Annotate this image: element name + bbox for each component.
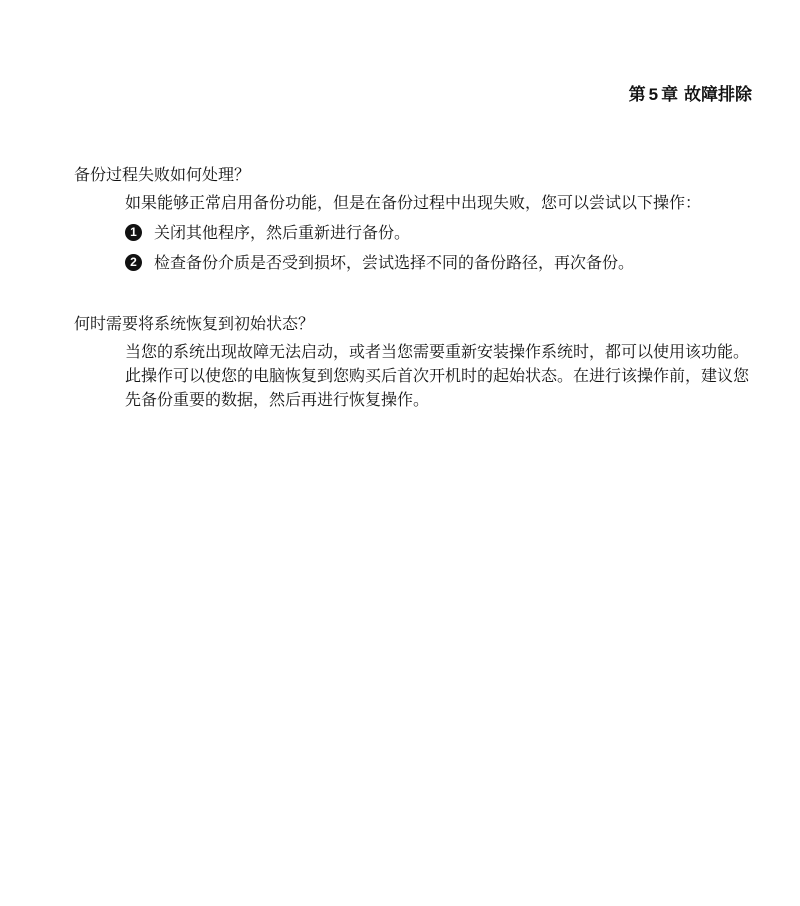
faq-section-system-restore [74, 312, 760, 418]
chapter-suffix: 章 [661, 85, 679, 105]
faq-question: 备份过程失败如何处理？ [74, 165, 251, 184]
step-item [125, 221, 757, 245]
chapter-prefix: 第 [628, 85, 646, 105]
step-item [125, 251, 757, 275]
chapter-header [629, 80, 752, 105]
faq-answer: 当您的系统出现故障无法启动，或者当您需要重新安装操作系统时，都可以使用该功能。此操作可以使您的电脑恢复到您购买后首次开机时的起始状态。在进行该操作前，建议您先备份重要的数据，然后再进行恢复操作。 [125, 342, 750, 409]
step-text: 检查备份介质是否受到损坏，尝试选择不同的备份路径，再次备份。 [154, 253, 635, 272]
step-number-1-icon: 1 [125, 224, 142, 241]
faq-section-backup-failure [74, 163, 760, 281]
faq-question: 何时需要将系统恢复到初始状态？ [74, 314, 315, 333]
chapter-title: 故障排除 [684, 85, 752, 105]
step-number-2-icon: 2 [125, 254, 142, 271]
faq-answer: 如果能够正常启用备份功能，但是在备份过程中出现失败，您可以尝试以下操作： [125, 193, 702, 212]
chapter-number: 5 [648, 85, 659, 104]
step-text: 关闭其他程序，然后重新进行备份。 [154, 223, 411, 242]
